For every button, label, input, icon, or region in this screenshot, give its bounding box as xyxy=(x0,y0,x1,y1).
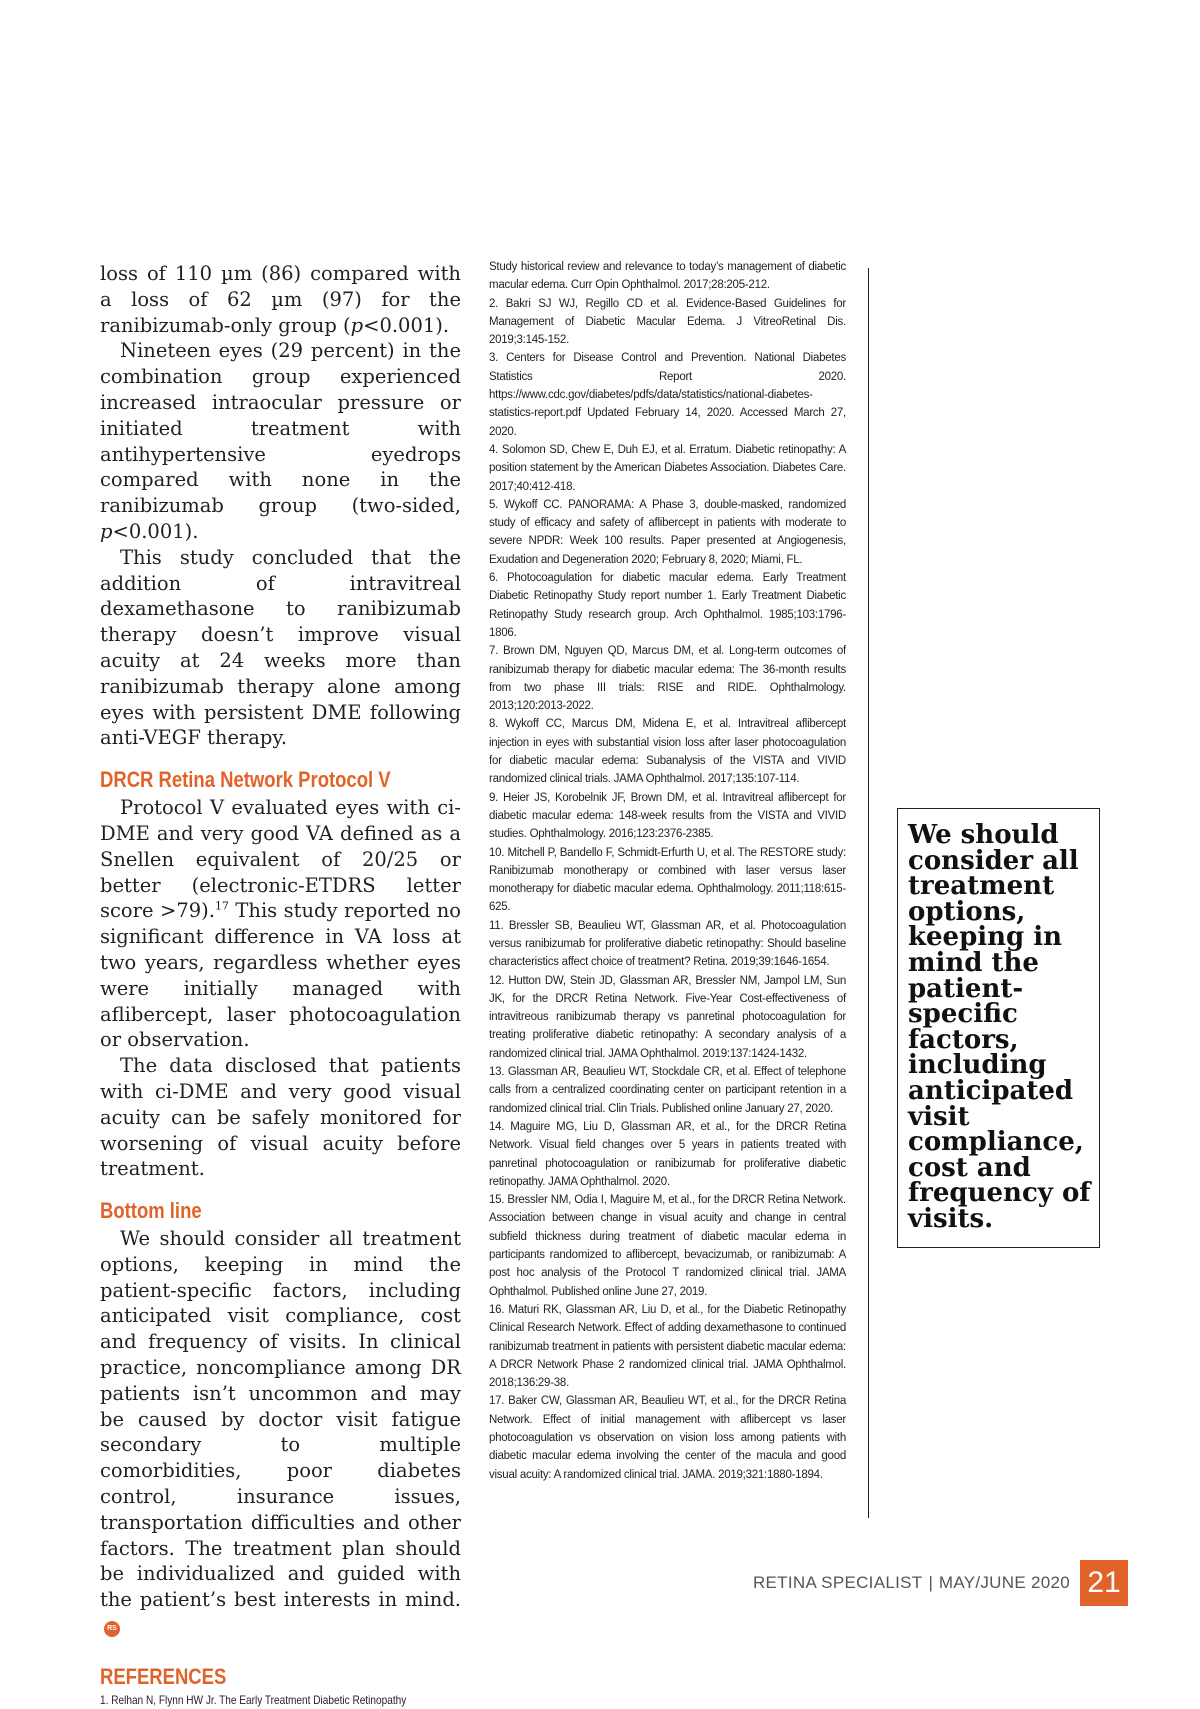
section-heading: Bottom line xyxy=(100,1198,202,1224)
text-run: loss of 110 µm (86) compared with a loss of 62 µm (97) for the ranibizumab-only group ( xyxy=(100,262,461,337)
text-run: We should consider all treatment options, keeping in mind the patient-specific factors, including anticipated visit compliance, cost and frequency of visits. In clinical practice, noncompliance among DR patients isn’t uncommon and may be caused by doctor visit fatigue secondary to multiple comorbidities, poor diabetes control, insurance issues, transportation difficulties and other factors. The treatment plan should be individualized and guided with the patient’s best interests in mind. xyxy=(100,1227,461,1612)
text-run: <0.001). xyxy=(363,313,450,337)
text-run: Nineteen eyes (29 percent) in the combination group experienced increased intraocular pressure or initiated treatment with antihypertensive eyedrops compared with none in the ranibizumab group (two-sided, xyxy=(100,339,461,518)
reference-item: 6. Photocoagulation for diabetic macular edema. Early Treatment Diabetic Retinopathy Study report number 1. Early Treatment Diabetic Retinopathy Study research group. Arch Ophthalmol. 1985;103:1796-1806. xyxy=(489,572,846,639)
publication-name: RETINA SPECIALIST xyxy=(752,1573,923,1592)
reference-item: 2. Bakri SJ WJ, Regillo CD et al. Evidence-Based Guidelines for Management of Diabetic Macular Edema. J VitreoRetinal Dis. 2019;3:145-152. xyxy=(489,297,846,347)
reference-item: 7. Brown DM, Nguyen QD, Marcus DM, et al. Long-term outcomes of ranibizumab therapy for diabetic macular edema: The 36-month results from two phase III trials: RISE and RIDE. Ophthalmology. 2013;120:2013-2022. xyxy=(489,645,846,713)
column-divider xyxy=(868,268,869,1518)
issue-date: MAY/JUNE 2020 xyxy=(938,1573,1070,1592)
reference-item: 16. Maturi RK, Glassman AR, Liu D, et al., for the Diabetic Retinopathy Clinical Research Network. Effect of adding dexamethasone to continued ranibizumab treatment in patients with persistent diabetic macular edema: A DRCR Network Phase 2 randomized clinical trial. JAMA Ophthalmol. 2018;136:29-38. xyxy=(489,1303,846,1390)
reference-item: 13. Glassman AR, Beaulieu WT, Stockdale CR, et al. Effect of telephone calls from a centralized coordinating center on participant retention in a randomized clinical trial. Clin Trials. Published online January 27, 2020. xyxy=(489,1066,846,1115)
page-number: 21 xyxy=(1080,1560,1128,1606)
references-column xyxy=(489,258,846,1484)
reference-item: 15. Bressler NM, Odia I, Maguire M, et al., for the DRCR Retina Network. Association between change in visual acuity and change in central subfield thickness during treatment of diabetic macular edema in participants randomized to aflibercept, bevacizumab, or ranibizumab: A post hoc analysis of the Protocol T randomized clinical trial. JAMA Ophthalmol. Published online June 27, 2019. xyxy=(489,1194,846,1298)
reference-item: Study historical review and relevance to today’s management of diabetic macular edema. Curr Opin Ophthalmol. 2017;28:205-212. xyxy=(489,261,846,292)
reference-item: 17. Baker CW, Glassman AR, Beaulieu WT, et al., for the DRCR Retina Network. Effect of initial management with aflibercept vs laser photocoagulation vs observation on vision loss among patients with diabetic macular edema involving the center of the macula and good visual acuity: A randomized clinical trial. JAMA. 2019;321:1880-1894. xyxy=(489,1395,846,1481)
section-heading: DRCR Retina Network Protocol V xyxy=(100,767,391,793)
pull-quote xyxy=(897,808,1100,1248)
reference-item: 4. Solomon SD, Chew E, Duh EJ, et al. Erratum. Diabetic retinopathy: A position statement by the American Diabetes Association. Diabetes Care. 2017;40:412-418. xyxy=(489,443,846,493)
pull-quote-text: We should consider all treatment options, keeping in mind the patient-specific factors, including anticipated visit compliance, cost and frequency of visits. xyxy=(908,820,1091,1234)
text-run-italic: p xyxy=(100,519,113,543)
end-mark-icon: RS xyxy=(104,1621,120,1637)
paragraph: This study concluded that the addition of intravitreal dexamethasone to ranibizumab therapy doesn’t improve visual acuity at 24 weeks more than ranibizumab therapy alone among eyes with persistent DME following anti-VEGF therapy. xyxy=(100,545,461,750)
text-run: Protocol V evaluated eyes with ci-DME and very good VA defined as a Snellen equivalent of 20/25 or better (electronic-ETDRS letter score >79). xyxy=(100,796,461,923)
reference-item: 3. Centers for Disease Control and Prevention. National Diabetes Statistics Report 2020. https://www.cdc.gov/diabetes/pdfs/data/statistics/national-diabetes-statistics-report.pdf Updated February 14, 2020. Accessed March 27, 2020. xyxy=(489,352,846,438)
page-footer xyxy=(753,1560,1128,1606)
reference-item: 8. Wykoff CC, Marcus DM, Midena E, et al. Intravitreal aflibercept injection in eyes with substantial vision loss after laser photocoagulation for diabetic macular edema: Subanalysis of the VISTA and VIVID randomized clinical trials. JAMA Ophthalmol. 2017;135:107-114. xyxy=(489,718,846,786)
text-run: <0.001). xyxy=(112,519,199,543)
paragraph xyxy=(100,1226,461,1639)
article-body-column xyxy=(100,261,461,1709)
reference-item: 9. Heier JS, Korobelnik JF, Brown DM, et al. Intravitreal aflibercept for diabetic macular edema: 148-week results from the VISTA and VIVID studies. Ophthalmology. 2016;123:2376-2385. xyxy=(489,791,846,841)
references-heading: REFERENCES xyxy=(100,1663,227,1689)
reference-item: 11. Bressler SB, Beaulieu WT, Glassman AR, et al. Photocoagulation versus ranibizumab for proliferative diabetic retinopathy: Should baseline characteristics affect choice of treatment? Retina. 2019;39:1646-1654. xyxy=(489,919,846,969)
paragraph xyxy=(100,261,461,338)
reference-item: 5. Wykoff CC. PANORAMA: A Phase 3, double-masked, randomized study of efficacy and safety of aflibercept in patients with moderate to severe NPDR: Week 100 results. Paper presented at Angiogenesis, Exudation and Degeneration 2020; February 8, 2020; Miami, FL. xyxy=(489,498,846,566)
reference-item: 12. Hutton DW, Stein JD, Glassman AR, Bressler NM, Jampol LM, Sun JK, for the DRCR Retina Network. Five-Year Cost-effectiveness of intravitreous ranibizumab therapy vs panretinal photocoagulation for treating proliferative diabetic retinopathy: A secondary analysis of a randomized clinical trial. JAMA Ophthalmol. 2019:137:1424-1432. xyxy=(489,974,846,1060)
text-run-italic: p xyxy=(350,313,364,337)
paragraph: The data disclosed that patients with ci-DME and very good visual acuity can be safely monitored for worsening of visual acuity before treatment. xyxy=(100,1054,461,1181)
footer-separator: | xyxy=(928,1573,933,1592)
reference-item: 14. Maguire MG, Liu D, Glassman AR, et al., for the DRCR Retina Network. Visual field changes over 5 years in patients treated with panretinal photocoagulation or ranibizumab for proliferative diabetic retinopathy. JAMA Ophthalmol. 2020. xyxy=(489,1120,846,1188)
paragraph xyxy=(100,795,461,1053)
paragraph xyxy=(100,338,461,544)
reference-item: 10. Mitchell P, Bandello F, Schmidt-Erfurth U, et al. The RESTORE study: Ranibizumab monotherapy or combined with laser versus laser monotherapy for diabetic macular edema. Ophthalmology. 2011;118:615-625. xyxy=(489,846,846,914)
text-run: This study reported no significant difference in VA loss at two years, regardless whether eyes were initially managed with aflibercept, laser photocoagulation or observation. xyxy=(100,899,461,1052)
citation-superscript: 17 xyxy=(214,899,229,913)
reference-item: 1. Relhan N, Flynn HW Jr. The Early Treatment Diabetic Retinopathy xyxy=(100,1692,407,1707)
